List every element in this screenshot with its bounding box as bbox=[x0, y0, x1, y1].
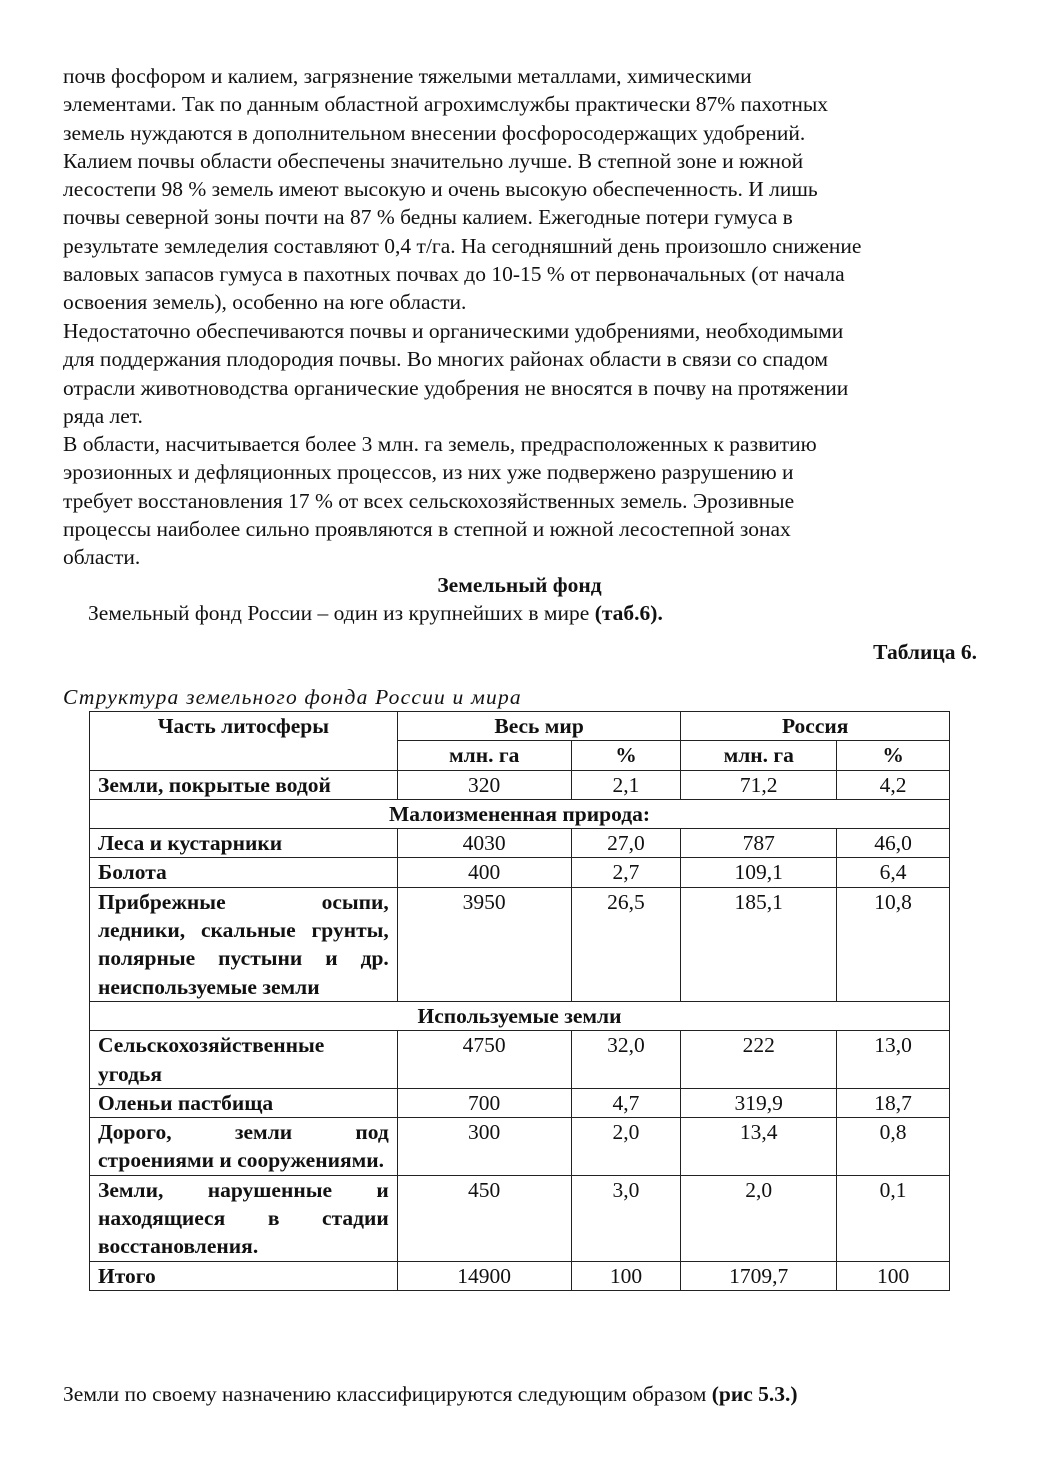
text-line: требует восстановления 17 % от всех сельскохозяйственных земель. Эрозивные bbox=[63, 488, 795, 513]
cell-russia-pct: 13,0 bbox=[837, 1031, 950, 1089]
table-row bbox=[90, 1118, 950, 1176]
cell-russia-pct: 0,1 bbox=[837, 1175, 950, 1261]
text-line: Недостаточно обеспечиваются почвы и органическими удобрениями, необходимыми bbox=[63, 319, 844, 343]
row-name: Итого bbox=[90, 1261, 398, 1290]
cell-world-pct: 2,1 bbox=[571, 770, 681, 799]
header-world-area: млн. га bbox=[397, 741, 571, 770]
text-line: эрозионных и дефляционных процессов, из них уже подвержено разрушению и bbox=[63, 460, 794, 485]
text-line: почвы северной зоны почти на 87 % бедны калием. Ежегодные потери гумуса в bbox=[63, 205, 793, 230]
cell-world-area: 450 bbox=[397, 1175, 571, 1261]
cell-russia-area: 13,4 bbox=[681, 1118, 837, 1176]
intro-text: Земельный фонд России – один из крупнейших в мире bbox=[88, 601, 595, 625]
paragraph-soil-nutrients bbox=[63, 62, 993, 317]
paragraph-organic-fertilizers bbox=[63, 317, 993, 430]
cell-world-pct: 100 bbox=[571, 1261, 681, 1290]
cell-russia-area: 222 bbox=[681, 1031, 837, 1089]
land-fund-table bbox=[89, 711, 950, 1291]
table-row bbox=[90, 829, 950, 858]
text-line: для поддержания плодородия почвы. Во многих районах области в связи со спадом bbox=[63, 347, 829, 372]
header-world-pct: % bbox=[571, 741, 681, 770]
cell-world-area: 4030 bbox=[397, 829, 571, 858]
cell-russia-area: 71,2 bbox=[681, 770, 837, 799]
cell-world-pct: 27,0 bbox=[571, 829, 681, 858]
cell-russia-pct: 6,4 bbox=[837, 858, 950, 887]
table-number-label: Таблица 6. bbox=[873, 640, 977, 664]
cell-russia-area: 787 bbox=[681, 829, 837, 858]
cell-world-area: 3950 bbox=[397, 887, 571, 1001]
table-row bbox=[90, 1175, 950, 1261]
cell-russia-area: 2,0 bbox=[681, 1175, 837, 1261]
intro-sentence bbox=[88, 599, 663, 627]
cell-russia-area: 109,1 bbox=[681, 858, 837, 887]
text-line: лесостепи 98 % земель имеют высокую и очень высокую обеспеченность. И лишь bbox=[63, 177, 818, 202]
row-name: Болота bbox=[90, 858, 398, 887]
header-russia: Россия bbox=[681, 712, 950, 741]
header-russia-area: млн. га bbox=[681, 741, 837, 770]
table-caption: Структура земельного фонда России и мира bbox=[63, 685, 522, 709]
row-name: Прибрежные осыпи, ледники, скальные грунты, полярные пустыни и др. неиспользуемые земли bbox=[90, 887, 398, 1001]
table-section-row bbox=[90, 799, 950, 828]
text-line: освоения земель), особенно на юге области. bbox=[63, 290, 467, 315]
cell-russia-area: 319,9 bbox=[681, 1088, 837, 1117]
cell-world-pct: 2,0 bbox=[571, 1118, 681, 1176]
cell-russia-pct: 4,2 bbox=[837, 770, 950, 799]
cell-russia-area: 185,1 bbox=[681, 887, 837, 1001]
table-row bbox=[90, 1031, 950, 1089]
section-title: Земельный фонд bbox=[437, 573, 602, 597]
paragraph-erosion bbox=[63, 430, 993, 571]
table-row bbox=[90, 770, 950, 799]
cell-russia-pct: 100 bbox=[837, 1261, 950, 1290]
closing-text: Земли по своему назначению классифицируются следующим образом bbox=[63, 1382, 712, 1406]
cell-world-area: 400 bbox=[397, 858, 571, 887]
section-natural-heading: Малоизмененная природа: bbox=[90, 799, 950, 828]
text-line: ряда лет. bbox=[63, 403, 143, 428]
cell-russia-pct: 10,8 bbox=[837, 887, 950, 1001]
text-line: валовых запасов гумуса в пахотных почвах до 10-15 % от первоначальных (от начала bbox=[63, 262, 845, 287]
row-name: Оленьи пастбища bbox=[90, 1088, 398, 1117]
row-name: Земли, покрытые водой bbox=[90, 770, 398, 799]
cell-world-area: 700 bbox=[397, 1088, 571, 1117]
table-reference: (таб.6). bbox=[594, 601, 663, 625]
table-total-row bbox=[90, 1261, 950, 1290]
cell-world-area: 4750 bbox=[397, 1031, 571, 1089]
cell-world-pct: 32,0 bbox=[571, 1031, 681, 1089]
cell-russia-pct: 0,8 bbox=[837, 1118, 950, 1176]
text-line: процессы наиболее сильно проявляются в степной и южной лесостепной зонах bbox=[63, 516, 791, 541]
cell-russia-area: 1709,7 bbox=[681, 1261, 837, 1290]
text-line: почв фосфором и калием, загрязнение тяжелыми металлами, химическими bbox=[63, 64, 752, 88]
row-name: Сельскохозяйственные угодья bbox=[90, 1031, 398, 1089]
row-name: Земли, нарушенные и находящиеся в стадии восстановления. bbox=[90, 1175, 398, 1261]
row-name: Дорого, земли под строениями и сооружениями. bbox=[90, 1118, 398, 1176]
cell-world-area: 14900 bbox=[397, 1261, 571, 1290]
text-line: области. bbox=[63, 545, 141, 570]
table-header-row bbox=[90, 712, 950, 741]
table-row bbox=[90, 858, 950, 887]
table-section-row bbox=[90, 1001, 950, 1030]
cell-world-pct: 26,5 bbox=[571, 887, 681, 1001]
row-name: Леса и кустарники bbox=[90, 829, 398, 858]
figure-reference: (рис 5.3.) bbox=[711, 1382, 798, 1406]
text-line: В области, насчитывается более 3 млн. га земель, предрасположенных к развитию bbox=[63, 432, 817, 456]
cell-russia-pct: 18,7 bbox=[837, 1088, 950, 1117]
header-russia-pct: % bbox=[837, 741, 950, 770]
text-line: Калием почвы области обеспечены значительно лучше. В степной зоне и южной bbox=[63, 148, 804, 173]
cell-world-pct: 3,0 bbox=[571, 1175, 681, 1261]
text-line: элементами. Так по данным областной агрохимслужбы практически 87% пахотных bbox=[63, 92, 829, 117]
cell-world-area: 320 bbox=[397, 770, 571, 799]
header-lithosphere-part: Часть литосферы bbox=[90, 712, 398, 771]
closing-sentence bbox=[63, 1380, 798, 1408]
cell-russia-pct: 46,0 bbox=[837, 829, 950, 858]
header-world: Весь мир bbox=[397, 712, 681, 741]
table-row bbox=[90, 887, 950, 1001]
section-used-heading: Используемые земли bbox=[90, 1001, 950, 1030]
text-line: земель нуждаются в дополнительном внесении фосфоросодержащих удобрений. bbox=[63, 120, 806, 145]
table-row bbox=[90, 1088, 950, 1117]
cell-world-pct: 4,7 bbox=[571, 1088, 681, 1117]
text-line: результате земледелия составляют 0,4 т/га. На сегодняшний день произошло снижение bbox=[63, 233, 862, 258]
cell-world-pct: 2,7 bbox=[571, 858, 681, 887]
text-line: отрасли животноводства органические удобрения не вносятся в почву на протяжении bbox=[63, 375, 849, 400]
cell-world-area: 300 bbox=[397, 1118, 571, 1176]
